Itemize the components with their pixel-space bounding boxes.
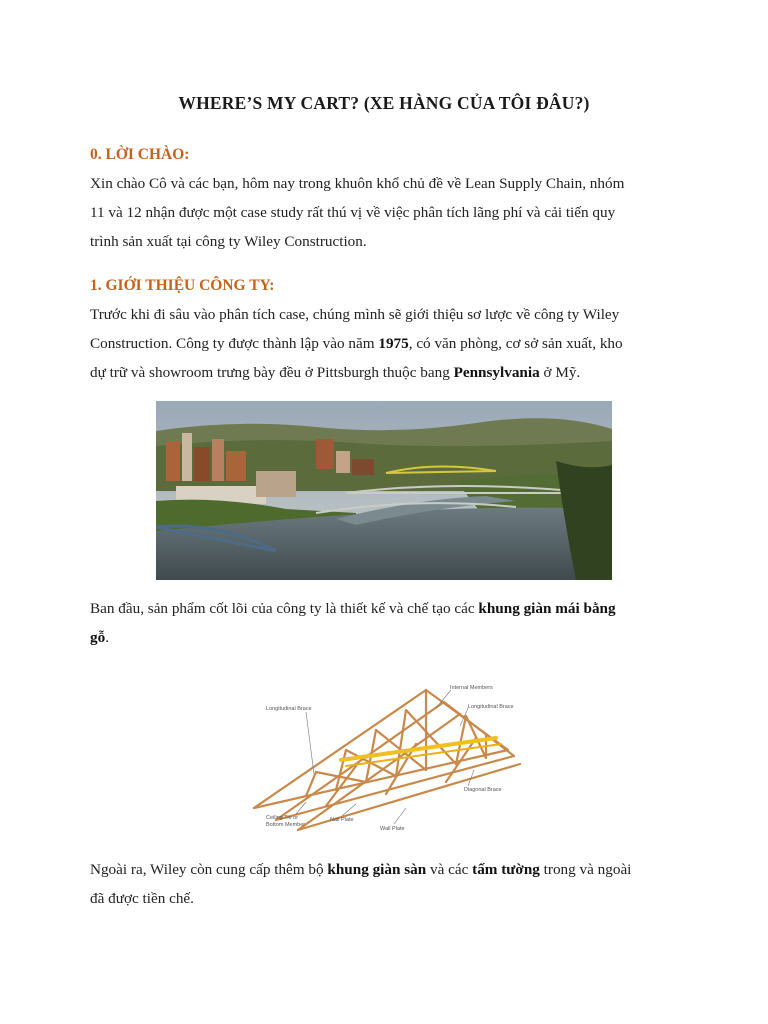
document-title: WHERE’S MY CART? (XE HÀNG CỦA TÔI ĐÂU?) (178, 93, 590, 113)
text-run: Ngoài ra, Wiley còn cung cấp thêm bộ (90, 861, 328, 878)
paragraph-line: 11 và 12 nhận được một case study rất thú vị về việc phân tích lãng phí và cải tiến quy (90, 204, 616, 221)
text-run: Ban đầu, sản phẩm cốt lõi của công ty là thiết kế và chế tạo các (90, 600, 479, 617)
floor-truss-text: khung giàn sàn (327, 861, 427, 878)
paragraph-line: Trước khi đi sâu vào phân tích case, chúng mình sẽ giới thiệu sơ lược về công ty Wiley (90, 306, 620, 323)
text-run: và các (426, 861, 473, 878)
label-nail-plate: Nail Plate (330, 817, 354, 823)
paragraph-line (90, 329, 678, 358)
text-run: , có văn phòng, cơ sở sản xuất, kho (408, 335, 623, 352)
label-internal-members: Internal Members (450, 685, 493, 691)
paragraph-line (90, 358, 678, 387)
paragraph-line: trình sản xuất tại công ty Wiley Construction. (90, 233, 367, 250)
pittsburgh-city-photo (156, 401, 612, 580)
company-intro-paragraph (90, 300, 678, 387)
founding-year: 1975 (378, 335, 409, 352)
section-1-heading: 1. GIỚI THIỆU CÔNG TY: (90, 277, 275, 294)
product-paragraph (90, 594, 678, 652)
label-longitudinal-brace-right: Longitudinal Brace (468, 704, 514, 710)
text-run: dự trữ và showroom trưng bày đều ở Pittsburgh thuộc bang (90, 364, 454, 381)
label-wall-plate: Wall Plate (380, 826, 405, 832)
section-0-heading: 0. LỜI CHÀO: (90, 146, 190, 163)
text-run: Construction. Công ty được thành lập vào năm (90, 335, 379, 352)
text-run: . (105, 629, 109, 646)
wall-panel-text: tấm tường (472, 861, 540, 878)
wood-text: gỗ (90, 629, 106, 646)
roof-truss-diagram (246, 678, 526, 838)
label-longitudinal-brace-left: Longitudinal Brace (266, 706, 312, 712)
paragraph-line (90, 594, 678, 623)
label-ceiling-tie: Ceiling Tie or (266, 815, 299, 821)
text-run: trong và ngoài (539, 861, 632, 878)
other-products-paragraph (90, 855, 678, 913)
state-name: Pennsylvania (453, 364, 540, 381)
text-run: ở Mỹ. (539, 364, 581, 381)
paragraph-line (90, 623, 678, 652)
label-bottom-member: Bottom Member (266, 822, 306, 828)
section-0-paragraph (90, 169, 678, 256)
label-diagonal-brace: Diagonal Brace (464, 787, 502, 793)
paragraph-line: đã được tiền chế. (90, 890, 194, 907)
paragraph-line (90, 855, 678, 884)
roof-truss-text: khung giàn mái bằng (478, 600, 616, 617)
paragraph-line: Xin chào Cô và các bạn, hôm nay trong khuôn khổ chủ đề về Lean Supply Chain, nhóm (90, 175, 625, 192)
